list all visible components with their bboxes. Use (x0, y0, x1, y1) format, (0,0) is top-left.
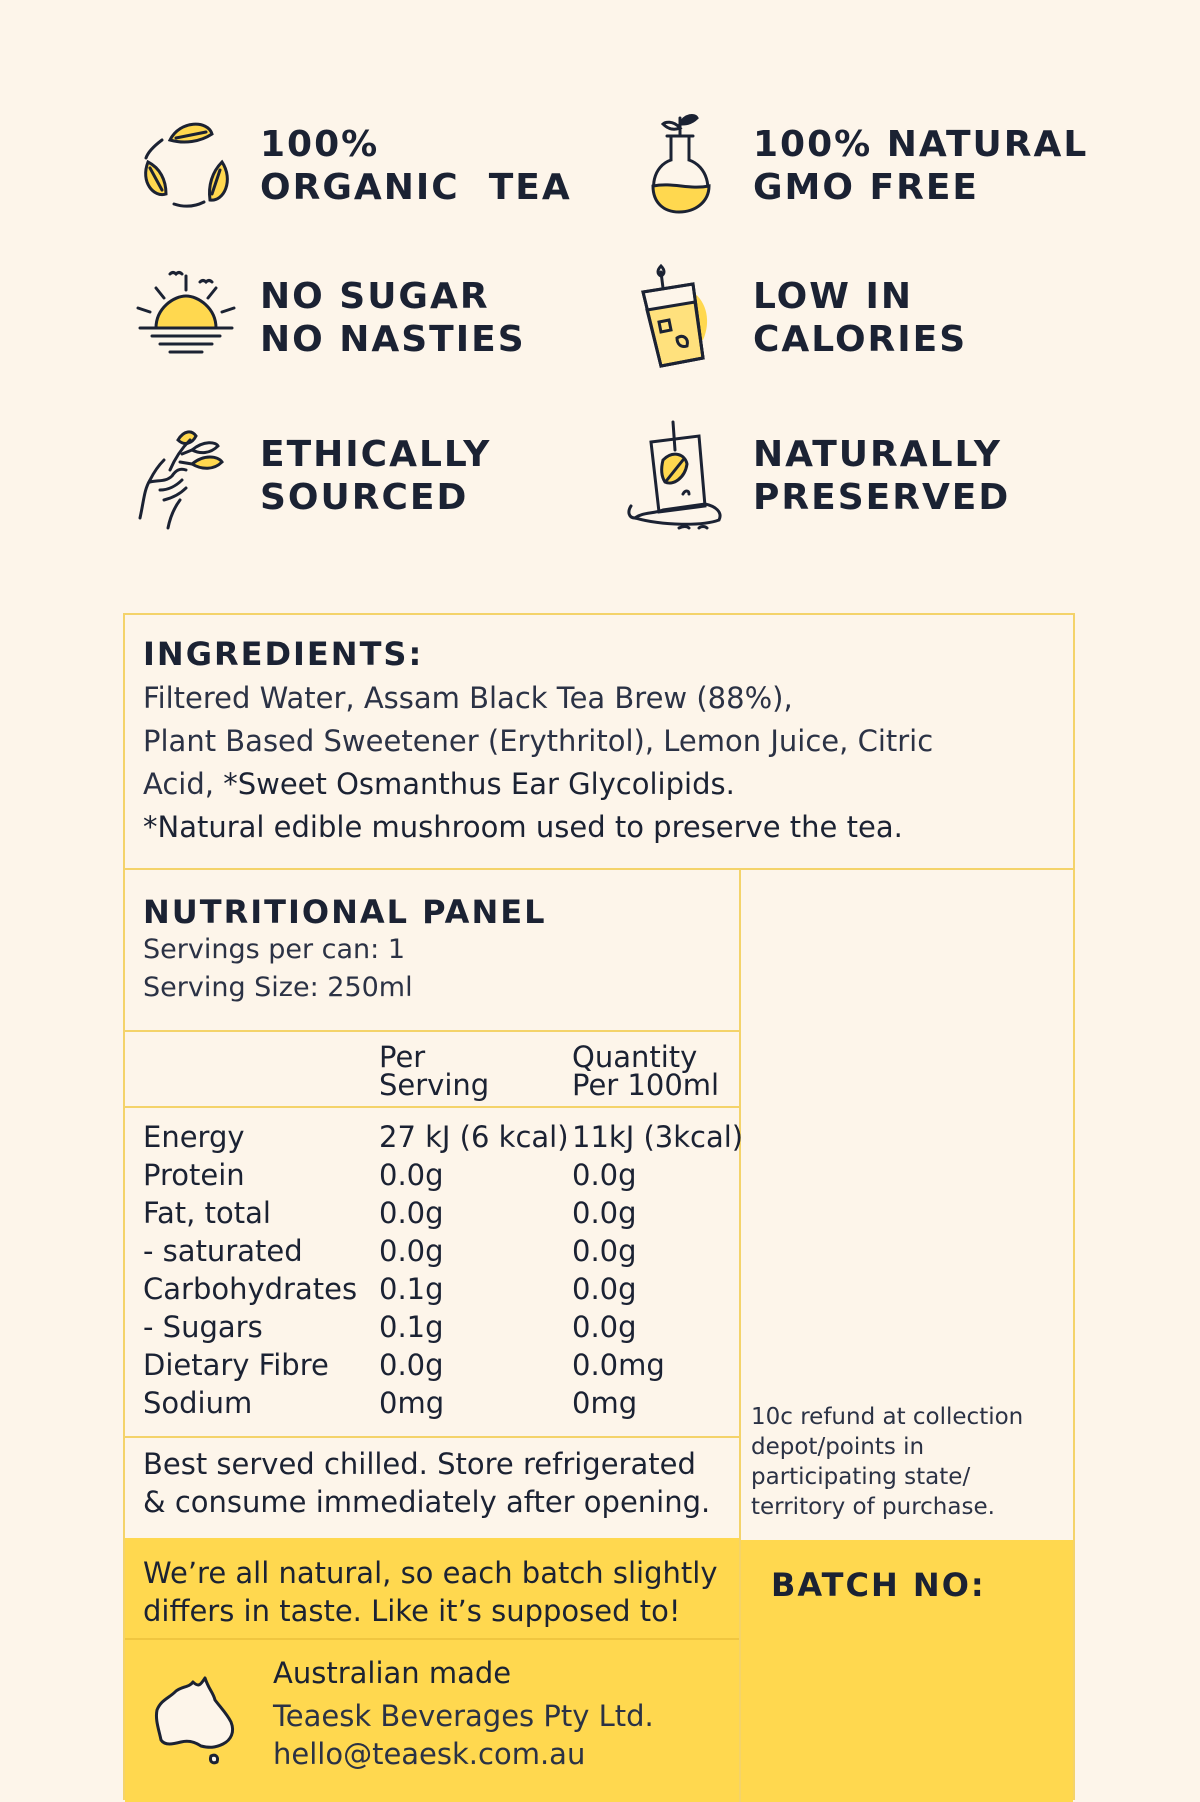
nutrient-name: - saturated (143, 1234, 303, 1268)
iced-glass-icon (623, 262, 735, 374)
feature-line: CALORIES (753, 319, 968, 360)
per-serving-value: 0.0g (379, 1348, 444, 1382)
per-100ml-value: 11kJ (3kcal) (572, 1120, 744, 1154)
per-serving-value: 0mg (379, 1386, 445, 1420)
refund-line: territory of purchase. (751, 1494, 995, 1520)
hand-leaf-icon (130, 420, 242, 532)
storage-section (143, 1445, 733, 1521)
col-per-serving (379, 1040, 490, 1102)
divider (125, 868, 1073, 870)
per-serving-value: 0.1g (379, 1310, 444, 1344)
per-100ml-value: 0.0g (572, 1310, 637, 1344)
sunset-icon (130, 262, 242, 374)
nutrient-name: Energy (143, 1120, 245, 1154)
per-serving-value: 27 kJ (6 kcal) (379, 1120, 569, 1154)
nutrition-row (143, 1308, 743, 1346)
ingredients-section (143, 635, 1063, 849)
per-serving-value: 0.1g (379, 1272, 444, 1306)
ingredients-line (143, 763, 1063, 806)
ingredients-note: *Natural edible mushroom used to preserve the tea. (143, 810, 903, 844)
australia-map-icon (151, 1670, 241, 1770)
feature-line: ORGANIC TEA (260, 167, 572, 208)
feature-natural-gmo (623, 110, 1088, 222)
nutrition-table-wrap (143, 1118, 743, 1422)
nutrient-name: Protein (143, 1158, 245, 1192)
nutrient-name: Dietary Fibre (143, 1348, 329, 1382)
feature-line: SOURCED (260, 477, 469, 518)
feature-naturally-preserved (623, 420, 1010, 532)
made-section (125, 1640, 739, 1802)
nutrition-table (143, 1118, 743, 1422)
melting-carton-icon (623, 420, 735, 532)
storage-line: & consume immediately after opening. (143, 1485, 711, 1519)
per-serving-value: 0.0g (379, 1158, 444, 1192)
per-100ml-value: 0.0g (572, 1272, 637, 1306)
ingredients-line: Plant Based Sweetener (Erythritol), Lemon Juice, Citric (143, 724, 934, 758)
nutrition-row (143, 1118, 743, 1156)
serving-size: Serving Size: 250ml (143, 972, 413, 1003)
feature-line: GMO FREE (753, 167, 980, 208)
feature-no-sugar (130, 262, 526, 374)
refund-line: participating state/ (751, 1464, 971, 1490)
divider (125, 1030, 739, 1032)
nutrition-row (143, 1346, 743, 1384)
per-serving-value: 0.0g (379, 1234, 444, 1268)
nutrition-header (143, 893, 733, 1007)
nutrition-row (143, 1270, 743, 1308)
col-per-100ml (572, 1040, 720, 1102)
batch-number-label: BATCH NO: (771, 1566, 986, 1604)
feature-line: NO SUGAR (260, 276, 490, 317)
nutrition-row (143, 1156, 743, 1194)
feature-line: 100% NATURAL (753, 124, 1089, 165)
per-100ml-value: 0.0g (572, 1196, 637, 1230)
per-100ml-value: 0.0g (572, 1158, 637, 1192)
nutrient-name: Fat, total (143, 1196, 271, 1230)
nutrition-heading: NUTRITIONAL PANEL (143, 893, 547, 931)
contact-email[interactable]: hello@teaesk.com.au (273, 1737, 586, 1771)
ingredients-line: Filtered Water, Assam Black Tea Brew (88%), (143, 681, 793, 715)
per-100ml-value: 0.0mg (572, 1348, 665, 1382)
feature-line: ETHICALLY (260, 434, 492, 475)
refund-line: depot/points in (751, 1434, 925, 1460)
ingredients-heading: INGREDIENTS: (143, 635, 424, 673)
ingredients-text: Acid, (143, 767, 224, 801)
feature-line: NO NASTIES (260, 319, 526, 360)
nutrient-name: Carbohydrates (143, 1272, 358, 1306)
refund-line: 10c refund at collection (751, 1404, 1024, 1430)
flask-sprout-icon (623, 110, 735, 222)
col-header-text: Per 100ml (572, 1068, 720, 1102)
nutrient-name: - Sugars (143, 1310, 263, 1344)
feature-line: NATURALLY (753, 434, 1002, 475)
nutrition-row (143, 1194, 743, 1232)
label-panel (123, 613, 1075, 1800)
feature-low-calories (623, 262, 967, 374)
batch-note-line: We’re all natural, so each batch slightly (143, 1556, 718, 1590)
feature-line: PRESERVED (753, 477, 1011, 518)
servings-per-can: Servings per can: 1 (143, 934, 406, 965)
storage-line: Best served chilled. Store refrigerated (143, 1447, 696, 1481)
leaf-cycle-icon (130, 110, 242, 222)
nutrition-row (143, 1232, 743, 1270)
feature-ethically-sourced (130, 420, 491, 532)
feature-line: LOW IN (753, 276, 914, 317)
batch-note-line: differs in taste. Like it’s supposed to! (143, 1594, 681, 1628)
feature-organic-tea (130, 110, 572, 222)
batch-note-section (125, 1538, 739, 1638)
refund-section (751, 1402, 1061, 1522)
made-title: Australian made (273, 1656, 512, 1690)
col-header-text: Serving (379, 1068, 490, 1102)
per-100ml-value: 0.0g (572, 1234, 637, 1268)
ingredients-highlight: *Sweet Osmanthus Ear Glycolipids. (223, 767, 735, 801)
per-serving-value: 0.0g (379, 1196, 444, 1230)
nutrition-row (143, 1384, 743, 1422)
col-header-text: Per (379, 1040, 426, 1074)
divider (125, 1106, 739, 1108)
company-name: Teaesk Beverages Pty Ltd. (273, 1699, 654, 1733)
nutrient-name: Sodium (143, 1386, 253, 1420)
per-100ml-value: 0mg (572, 1386, 638, 1420)
col-header-text: Quantity (572, 1040, 698, 1074)
batch-number-section (741, 1540, 1073, 1802)
divider (125, 1436, 739, 1438)
feature-line: 100% (260, 124, 380, 165)
